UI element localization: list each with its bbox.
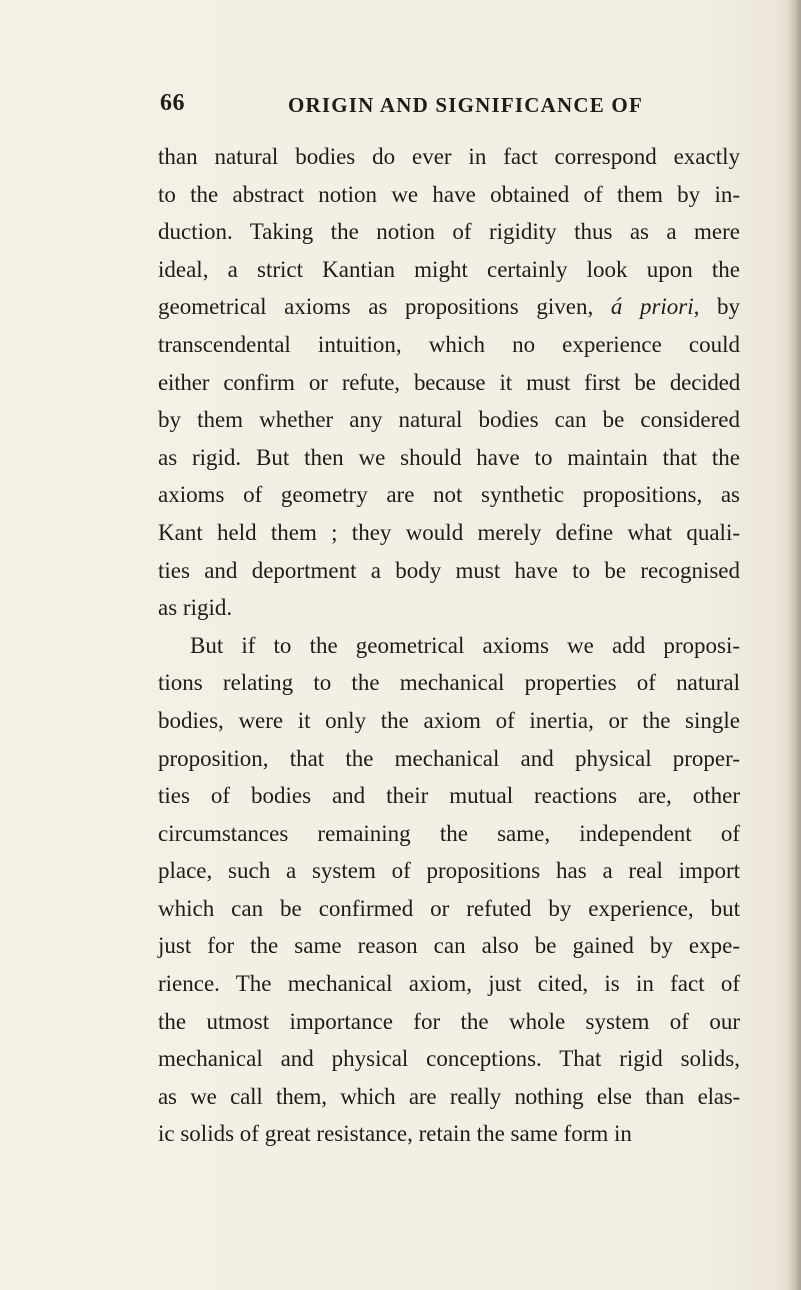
text-line: ic solids of great resistance, retain the same form in bbox=[158, 1121, 632, 1147]
latin-phrase: á priori bbox=[610, 294, 694, 320]
text-line: as we call them, which are really nothing else than elas- bbox=[158, 1083, 740, 1109]
page-edge-shadow bbox=[787, 0, 801, 1290]
text-line: proposition, that the mechanical and physical proper- bbox=[158, 745, 740, 771]
text-line: ideal, a strict Kantian might certainly look upon the bbox=[158, 256, 740, 282]
text-line: Kant held them ; they would merely define what quali- bbox=[158, 519, 740, 545]
text-line: duction. Taking the notion of rigidity thus as a mere bbox=[158, 219, 740, 245]
text-line: the utmost importance for the whole system of our bbox=[158, 1008, 740, 1034]
text-line: by them whether any natural bodies can be considered bbox=[158, 407, 740, 433]
text-line: place, such a system of propositions has a real import bbox=[158, 858, 740, 884]
text-line: than natural bodies do ever in fact correspond exactly bbox=[158, 144, 740, 169]
text-line: as rigid. bbox=[158, 595, 233, 621]
text-line: axioms of geometry are not synthetic propositions, as bbox=[158, 482, 740, 508]
text-line: mechanical and physical conceptions. That rigid solids, bbox=[158, 1046, 740, 1072]
text-line: as rigid. But then we should have to maintain that the bbox=[158, 444, 740, 470]
text-line: bodies, were it only the axiom of inertia, or the single bbox=[158, 707, 740, 733]
text-line: ties of bodies and their mutual reactions are, other bbox=[158, 783, 740, 809]
text-line: tions relating to the mechanical properties of natural bbox=[158, 670, 740, 696]
running-title: ORIGIN AND SIGNIFICANCE OF bbox=[288, 93, 643, 117]
text-line: circumstances remaining the same, independent of bbox=[158, 820, 740, 846]
body-text bbox=[158, 138, 740, 1153]
text-line: just for the same reason can also be gained by expe- bbox=[158, 933, 740, 959]
text-line: to the abstract notion we have obtained of them by in- bbox=[158, 181, 740, 207]
page-number: 66 bbox=[160, 90, 185, 116]
page-header bbox=[160, 90, 750, 130]
text-line: transcendental intuition, which no experience could bbox=[158, 331, 740, 357]
text-line: rience. The mechanical axiom, just cited, is in fact of bbox=[158, 971, 740, 997]
text-line: geometrical axioms as propositions given, á priori, by bbox=[158, 294, 741, 320]
text-line: ties and deportment a body must have to be recognised bbox=[158, 557, 740, 583]
text-line: either confirm or refute, because it must first be decided bbox=[158, 369, 740, 395]
text-line: But if to the geometrical axioms we add proposi- bbox=[190, 632, 740, 658]
text-line: which can be confirmed or refuted by experience, but bbox=[158, 895, 740, 921]
